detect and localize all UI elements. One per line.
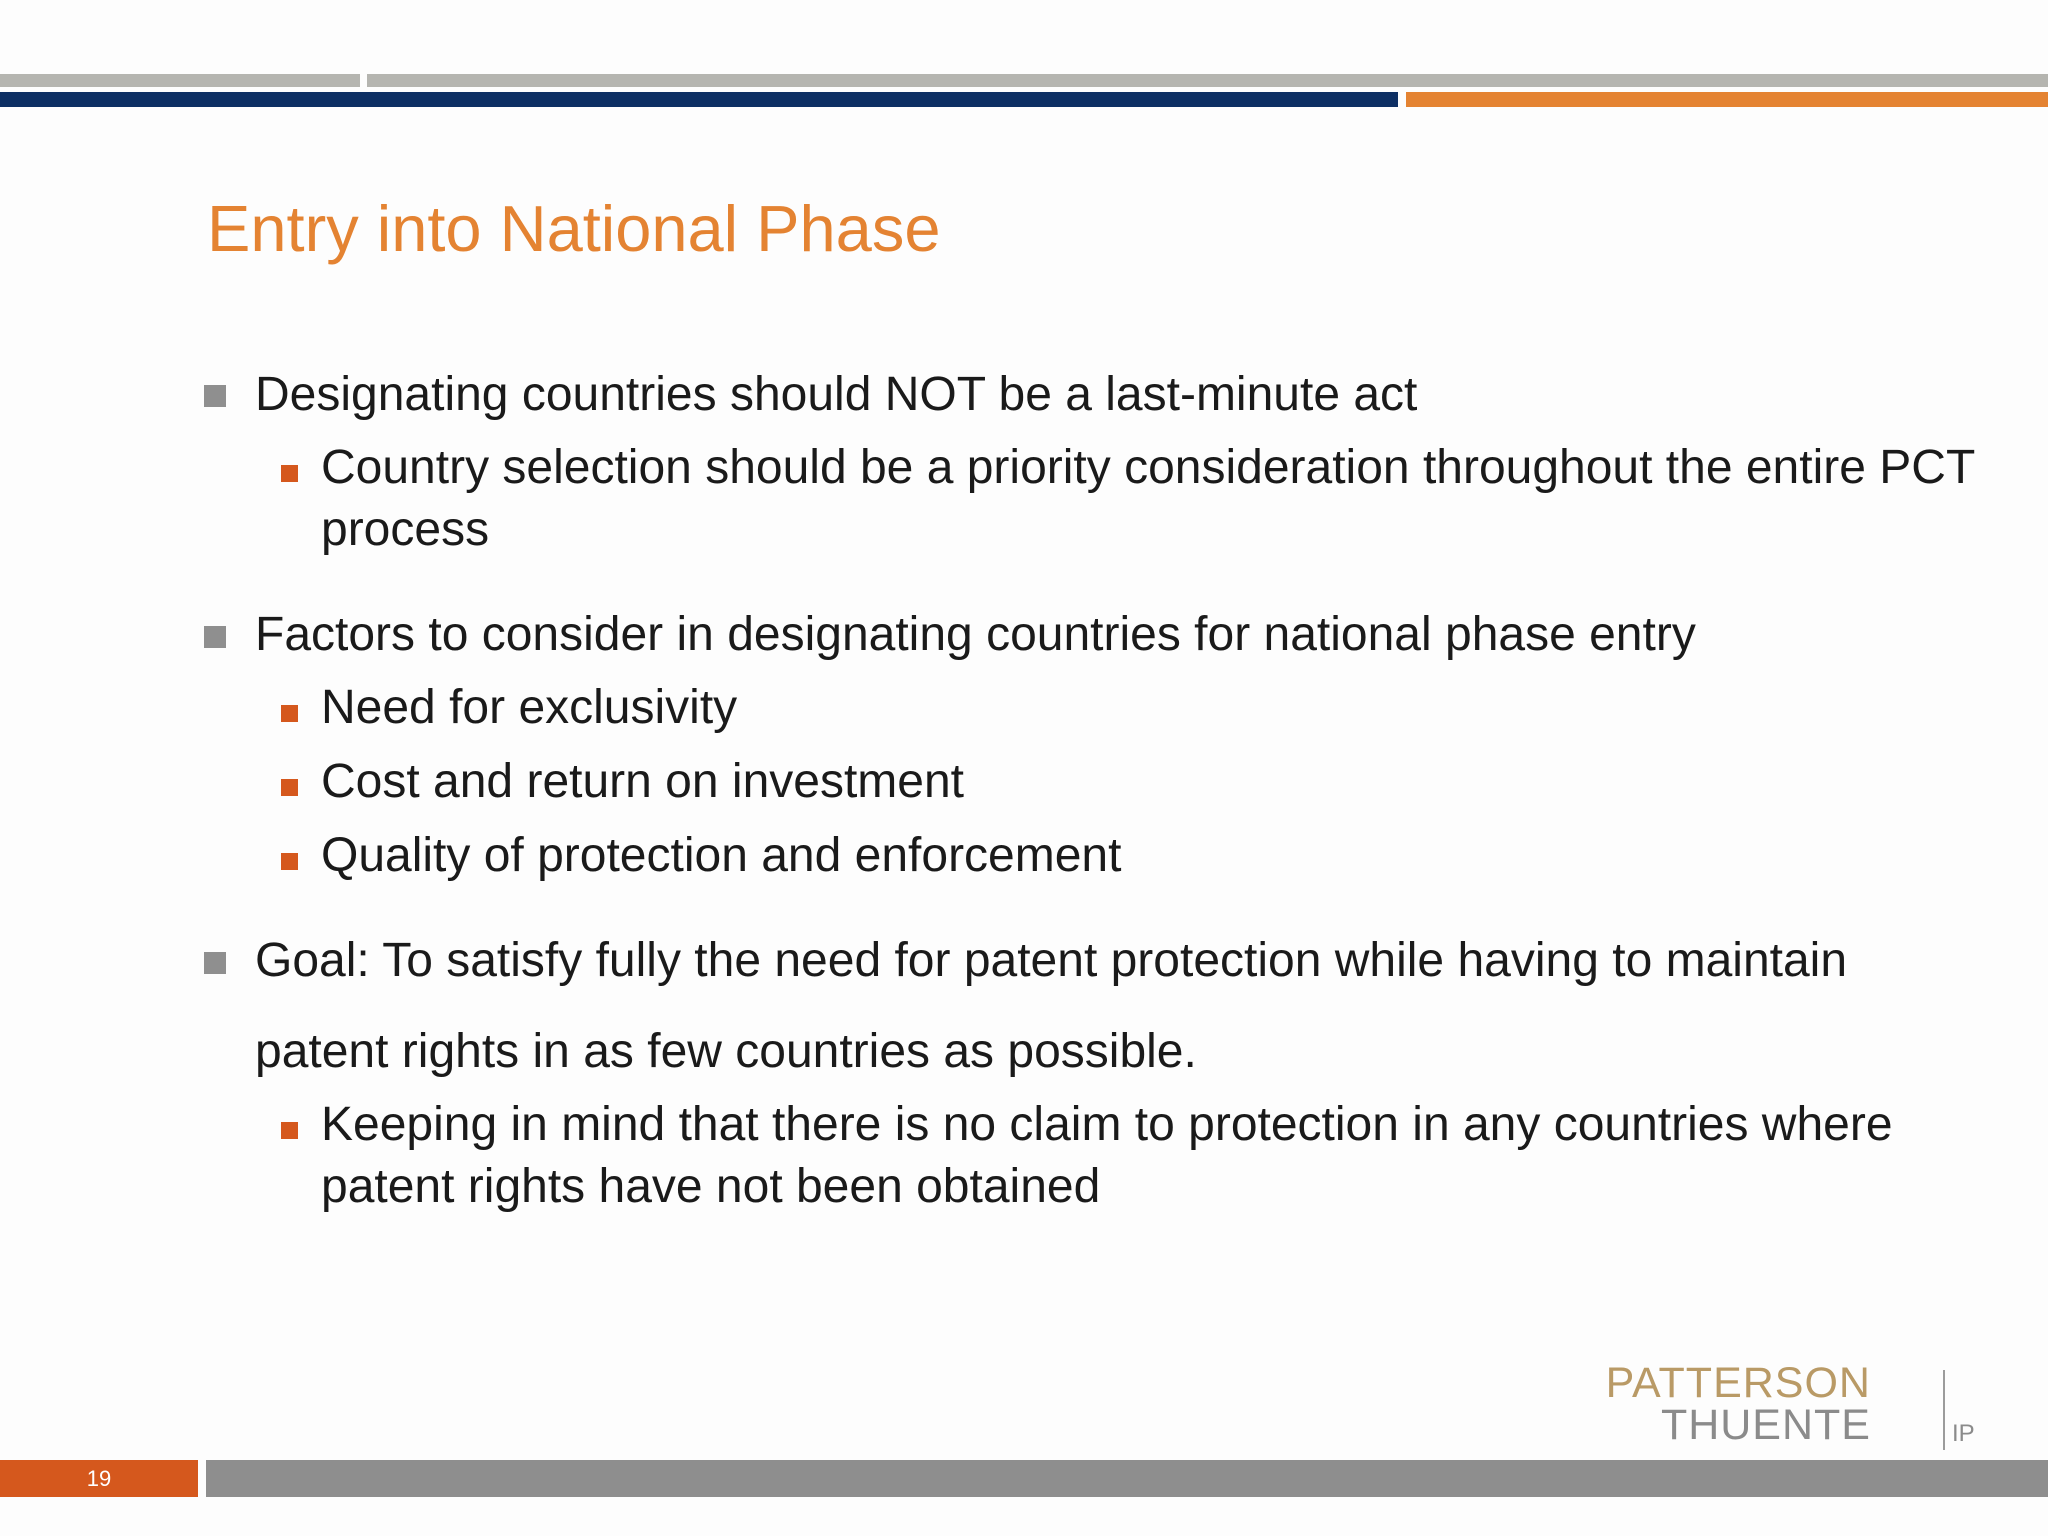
logo-divider [1943,1370,1945,1450]
patterson-thuente-logo [1605,1359,1980,1452]
bullet-3-text: Goal: To satisfy fully the need for patent protection while having to maintain [255,934,1848,987]
bullet-2-sub-3: Quality of protection and enforcement [321,829,1122,882]
top-navy-bar [0,92,1398,107]
sub-bullet-marker-square [281,853,298,870]
bullet-2-sub-1: Need for exclusivity [321,681,738,734]
page-number: 19 [86,1466,112,1491]
bullet-2-sub-2: Cost and return on investment [321,755,965,808]
footer-gray-bar [206,1460,2048,1497]
sub-bullet-marker-square [281,705,298,722]
logo-ip-suffix: IP [1952,1420,1975,1447]
bullet-1-sub-1: Country selection should be a priority consideration throughout the entire PCT process [321,441,1975,556]
slide-title: Entry into National Phase [207,192,941,265]
logo-line-1: PATTERSON [1605,1359,1871,1407]
bullet-marker-square [204,952,226,974]
bullet-2-text: Factors to consider in designating countries for national phase entry [255,608,1696,661]
sub-bullet-marker-square [281,779,298,796]
sub-bullet-marker-square [281,465,298,482]
sub-bullet-marker-square [281,1122,298,1139]
bullet-marker-square [204,626,226,648]
top-gray-bar-right [367,74,2048,87]
bullet-1-text: Designating countries should NOT be a last-minute act [255,368,1418,421]
bullet-3-continuation: patent rights in as few countries as possible. [255,1025,1197,1078]
bullet-3-sub-1: Keeping in mind that there is no claim to protection in any countries where patent rights have not been obtained [321,1098,1893,1213]
top-orange-bar [1406,92,2048,107]
bullet-marker-square [204,385,226,407]
logo-line-2: THUENTE [1660,1401,1871,1449]
top-gray-bar-left [0,74,360,87]
